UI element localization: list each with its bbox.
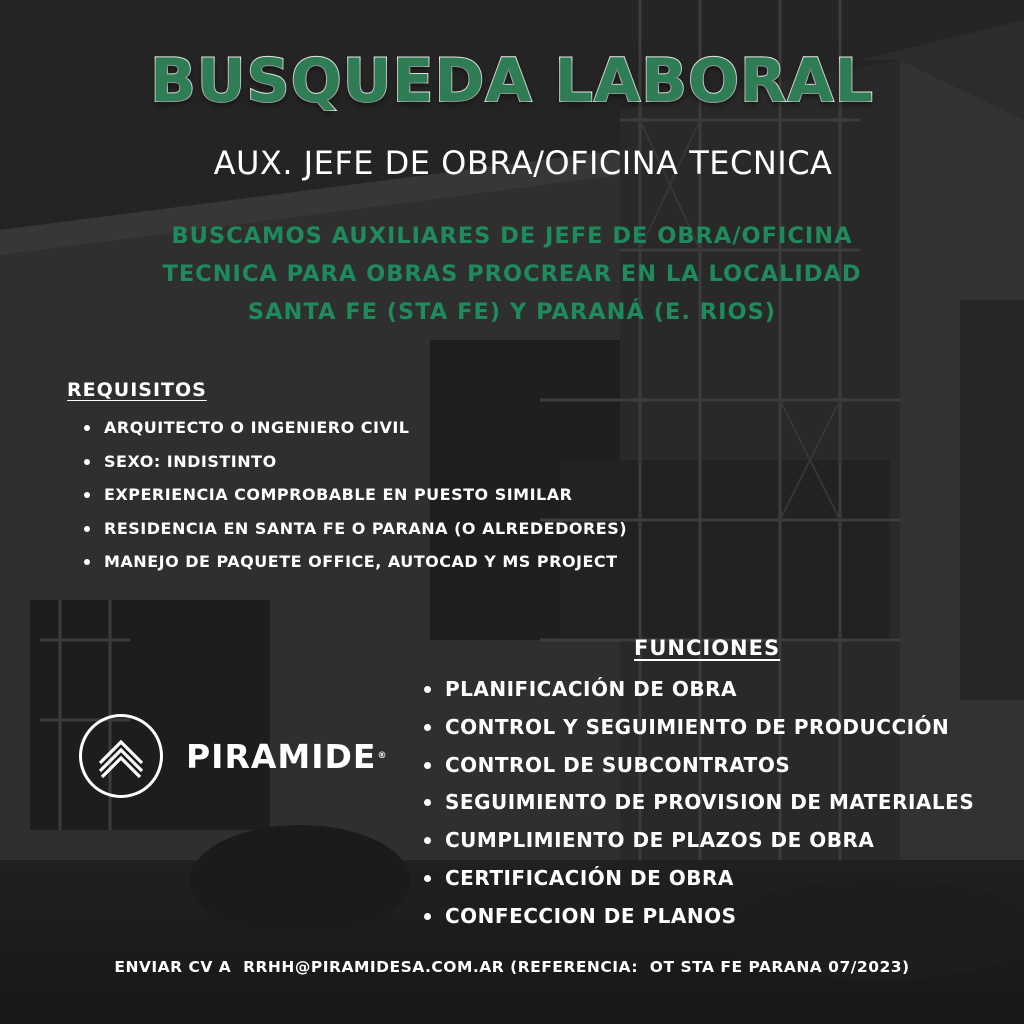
intro-line: BUSCAMOS AUXILIARES DE JEFE DE OBRA/OFICINA [171, 223, 853, 249]
funciones-heading: FUNCIONES [634, 636, 781, 660]
list-item: CERTIFICACIÓN DE OBRA [424, 864, 974, 902]
intro-paragraph [60, 217, 964, 331]
funciones-list [424, 675, 974, 940]
bullet-icon [424, 724, 431, 731]
list-item: SEGUIMIENTO DE PROVISION DE MATERIALES [424, 788, 974, 826]
intro-line: TECNICA PARA OBRAS PROCREAR EN LA LOCALIDAD [162, 261, 862, 287]
bullet-icon [84, 526, 90, 532]
list-item: EXPERIENCIA COMPROBABLE EN PUESTO SIMILAR [84, 483, 627, 517]
bullet-icon [84, 559, 90, 565]
intro-line: SANTA FE (STA FE) Y PARANÁ (E. RIOS) [247, 299, 777, 325]
bullet-icon [424, 875, 431, 882]
requisitos-list [84, 416, 627, 584]
list-item: CONTROL Y SEGUIMIENTO DE PRODUCCIÓN [424, 713, 974, 751]
list-item: MANEJO DE PAQUETE OFFICE, AUTOCAD Y MS PROJECT [84, 550, 627, 584]
job-subtitle: AUX. JEFE DE OBRA/OFICINA TECNICA [213, 144, 833, 182]
list-item: CONTROL DE SUBCONTRATOS [424, 751, 974, 789]
list-item: RESIDENCIA EN SANTA FE O PARANA (O ALREDEDORES) [84, 517, 627, 551]
bullet-icon [84, 492, 90, 498]
list-item: SEXO: INDISTINTO [84, 450, 627, 484]
bullet-icon [424, 686, 431, 693]
registered-mark: ® [377, 751, 388, 761]
list-item: PLANIFICACIÓN DE OBRA [424, 675, 974, 713]
bullet-icon [84, 459, 90, 465]
bullet-icon [424, 799, 431, 806]
list-item: CUMPLIMIENTO DE PLAZOS DE OBRA [424, 826, 974, 864]
bullet-icon [424, 837, 431, 844]
contact-footer: ENVIAR CV A RRHH@PIRAMIDESA.COM.AR (REFERENCIA: OT STA FE PARANA 07/2023) [114, 958, 910, 976]
list-item: ARQUITECTO O INGENIERO CIVIL [84, 416, 627, 450]
bullet-icon [424, 762, 431, 769]
list-item: CONFECCION DE PLANOS [424, 902, 974, 940]
page-title: BUSQUEDA LABORAL [150, 46, 874, 116]
requisitos-heading: REQUISITOS [67, 379, 207, 401]
bullet-icon [424, 913, 431, 920]
bullet-icon [84, 425, 90, 431]
brand-name: PIRAMIDE® [186, 737, 388, 776]
piramide-logo-icon [78, 713, 164, 799]
